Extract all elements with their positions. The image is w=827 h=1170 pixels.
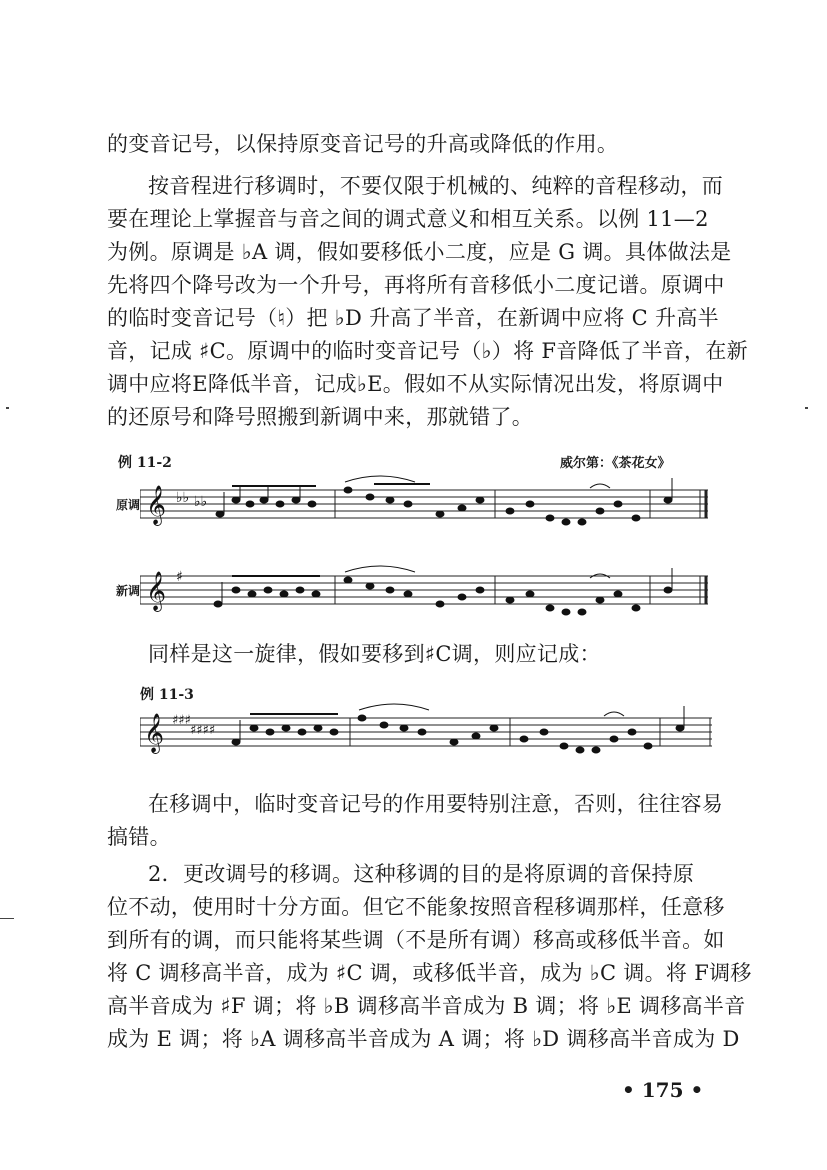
text-line: 按音程进行移调时，不要仅限于机械的、纯粹的音程移动，而 xyxy=(148,174,724,198)
text-line: 位不动，使用时十分方面。但它不能象按照音程移调那样，任意移 xyxy=(107,895,725,919)
svg-text:♯: ♯ xyxy=(176,569,183,585)
text-line: 将 C 调移高半音，成为 ♯C 调，或移低半音，成为 ♭C 调。将 F调移 xyxy=(107,961,752,985)
text-line: 到所有的调，而只能将某些调（不是所有调）移高或移低半音。如 xyxy=(107,928,725,952)
example-label: 例 11-3 xyxy=(140,687,194,703)
music-staff-new xyxy=(140,556,710,626)
svg-text:♭♭: ♭♭ xyxy=(176,490,190,506)
scan-mark xyxy=(0,918,14,919)
svg-text:𝄞: 𝄞 xyxy=(144,713,165,753)
text-line: 的还原号和降号照搬到新调中来，那就错了。 xyxy=(107,405,533,429)
text-line: 的变音记号，以保持原变音记号的升高或降低的作用。 xyxy=(107,132,619,156)
svg-text:♭♭: ♭♭ xyxy=(194,494,208,510)
svg-text:𝄞: 𝄞 xyxy=(146,485,167,525)
text-line: 要在理论上掌握音与音之间的调式意义和相互关系。以例 11—2 xyxy=(107,207,709,231)
svg-text:♯♯♯: ♯♯♯ xyxy=(172,713,191,728)
text-line: 成为 E 调；将 ♭A 调移高半音成为 A 调；将 ♭D 调移高半音成为 D xyxy=(107,1027,740,1051)
text-line: 高半音成为 ♯F 调；将 ♭B 调移高半音成为 B 调；将 ♭E 调移高半音 xyxy=(107,994,746,1018)
text-line: 的临时变音记号（♮）把 ♭D 升高了半音，在新调中应将 C 升高半 xyxy=(107,306,719,330)
scan-mark xyxy=(805,407,808,409)
text-line: 音，记成 ♯C。原调中的临时变音记号（♭）将 F音降低了半音，在新 xyxy=(107,339,748,363)
svg-text:♯♯♯♯: ♯♯♯♯ xyxy=(190,723,216,738)
staff-label-original: 原调 xyxy=(116,498,141,512)
music-staff-example-11-3 xyxy=(140,700,715,770)
text-line: 先将四个降号改为一个升号，再将所有音移低小二度记谱。原调中 xyxy=(107,273,725,297)
svg-text:𝄞: 𝄞 xyxy=(146,571,167,611)
music-staff-original xyxy=(140,470,710,540)
text-line: 在移调中，临时变音记号的作用要特别注意，否则，往往容易 xyxy=(148,792,724,816)
scan-mark xyxy=(6,407,9,409)
example-credit: 威尔第：《茶花女》 xyxy=(560,456,671,471)
text-line: 为例。原调是 ♭A 调，假如要移低小二度，应是 G 调。具体做法是 xyxy=(107,240,732,264)
example-label: 例 11-2 xyxy=(118,455,172,471)
staff-label-new: 新调 xyxy=(116,584,141,598)
page-number: • 175 • xyxy=(622,1078,704,1102)
text-line: 同样是这一旋律，假如要移到♯C调，则应记成： xyxy=(148,642,601,666)
text-line: 2．更改调号的移调。这种移调的目的是将原调的音保持原 xyxy=(148,862,695,886)
text-line: 调中应将E降低半音，记成♭E。假如不从实际情况出发，将原调中 xyxy=(107,372,724,396)
text-line: 搞错。 xyxy=(107,825,171,849)
